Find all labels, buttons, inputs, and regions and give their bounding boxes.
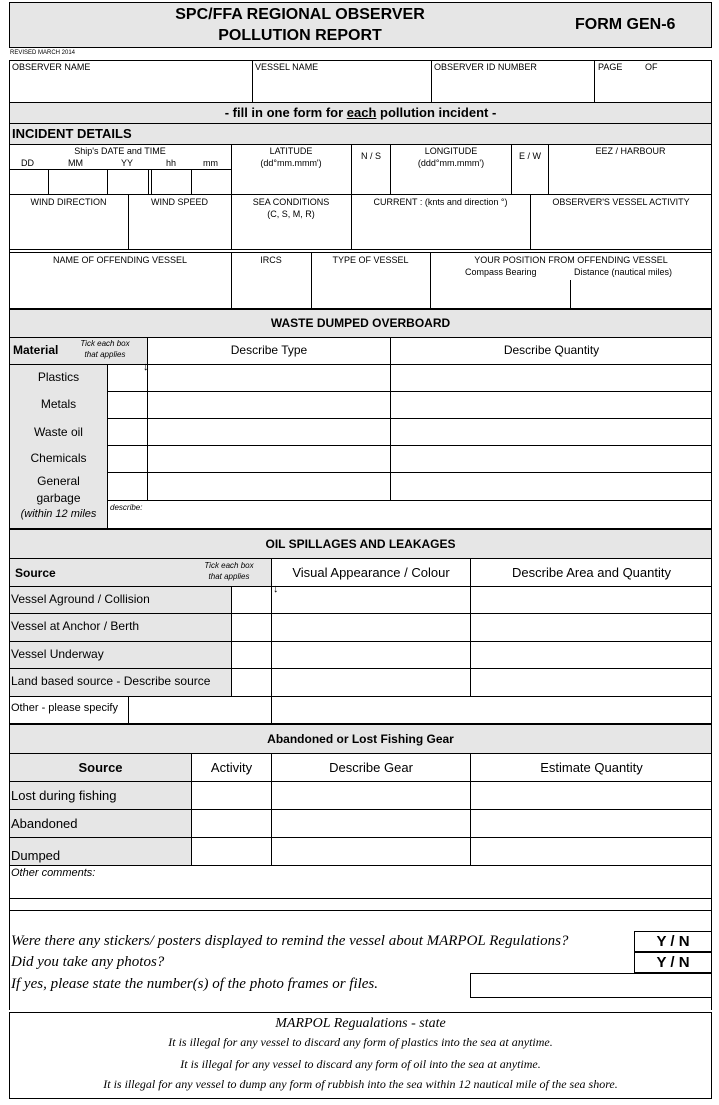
visual-appearance-header: Visual Appearance / Colour <box>292 565 450 580</box>
describe-quantity-header: Describe Quantity <box>503 343 600 357</box>
hh-label[interactable]: hh <box>166 158 177 168</box>
area-quantity-header: Describe Area and Quantity <box>512 565 671 580</box>
oil-row-underway: Vessel Underway <box>11 647 104 661</box>
oil-tick-hint-2: that applies <box>208 572 250 581</box>
marpol-line-rubbish: It is illegal for any vessel to dump any form of rubbish into the sea within 12 nautical mile of the sea shore. <box>103 1077 618 1091</box>
form-title-line2: POLLUTION REPORT <box>218 27 382 44</box>
photo-numbers-input[interactable] <box>470 973 712 998</box>
oil-tick-hint-1: Tick each box <box>204 561 254 570</box>
position-from-label: YOUR POSITION FROM OFFENDING VESSEL <box>474 255 668 265</box>
oil-row-land-based: Land based source - Describe source <box>11 674 211 688</box>
sea-conditions-label[interactable]: SEA CONDITIONS <box>252 197 330 207</box>
waste-row-general-3: (within 12 miles <box>20 508 97 520</box>
gear-title: Abandoned or Lost Fishing Gear <box>267 732 454 746</box>
gear-row-abandoned: Abandoned <box>11 816 78 831</box>
page-of-field[interactable]: OF <box>645 62 658 72</box>
yn-stickers[interactable]: Y / N <box>656 933 690 950</box>
longitude-format: (ddd°mm.mmm') <box>417 158 485 168</box>
oil-title: OIL SPILLAGES AND LEAKAGES <box>265 537 456 551</box>
vessel-name-field[interactable]: VESSEL NAME <box>255 62 319 72</box>
marpol-line-plastics: It is illegal for any vessel to discard any form of plastics into the sea at anytime. <box>168 1035 553 1049</box>
oil-row-anchor: Vessel at Anchor / Berth <box>11 619 140 633</box>
yn-photos[interactable]: Y / N <box>656 954 690 971</box>
gear-row-lost: Lost during fishing <box>11 788 117 803</box>
gear-row-dumped: Dumped <box>11 848 61 863</box>
revised-date: REVISED MARCH 2014 <box>10 50 76 56</box>
waste-row-metals: Metals <box>40 397 77 411</box>
eez-label[interactable]: EEZ / HARBOUR <box>595 146 666 156</box>
instruction-text: - fill in one form for each pollution incident - <box>224 105 497 120</box>
waste-describe-field[interactable]: describe: <box>110 503 143 512</box>
yy-label[interactable]: YY <box>121 158 134 168</box>
ships-datetime-label: Ship's DATE and TIME <box>74 146 166 156</box>
ircs-label[interactable]: IRCS <box>260 255 282 265</box>
down-arrow-icon: ↓ <box>143 361 149 373</box>
observer-name-field[interactable]: OBSERVER NAME <box>12 62 91 72</box>
waste-row-plastics: Plastics <box>37 370 80 384</box>
waste-row-general-2: garbage <box>36 491 81 505</box>
wind-speed-label[interactable]: WIND SPEED <box>150 197 208 207</box>
waste-tick-hint-1: Tick each box <box>80 339 130 348</box>
compass-bearing-label[interactable]: Compass Bearing <box>465 267 537 277</box>
waste-tick-hint-2: that applies <box>84 350 126 359</box>
page-field[interactable]: PAGE <box>598 62 623 72</box>
other-comments-field[interactable]: Other comments: <box>11 867 96 879</box>
oil-row-aground: Vessel Aground / Collision <box>11 592 150 606</box>
marpol-line-oil: It is illegal for any vessel to discard any form of oil into the sea at anytime. <box>180 1057 541 1071</box>
sea-conditions-format: (C, S, M, R) <box>267 209 315 219</box>
wind-direction-label[interactable]: WIND DIRECTION <box>30 197 107 207</box>
gear-source-header: Source <box>78 760 123 775</box>
waste-row-chemicals: Chemicals <box>30 451 87 465</box>
form-code: FORM GEN-6 <box>575 16 676 33</box>
offending-vessel-label[interactable]: NAME OF OFFENDING VESSEL <box>52 255 188 265</box>
observer-activity-label[interactable]: OBSERVER'S VESSEL ACTIVITY <box>552 197 690 207</box>
latitude-format: (dd°mm.mmm') <box>260 158 322 168</box>
material-header: Material <box>13 343 59 357</box>
waste-row-waste-oil: Waste oil <box>34 425 83 439</box>
oil-source-header: Source <box>15 566 56 580</box>
current-label[interactable]: CURRENT : (knts and direction °) <box>373 197 508 207</box>
waste-title: WASTE DUMPED OVERBOARD <box>270 316 451 330</box>
dd-label[interactable]: DD <box>21 158 34 168</box>
mm-label[interactable]: MM <box>68 158 83 168</box>
waste-row-general-1: General <box>37 474 80 488</box>
oil-row-other: Other - please specify <box>11 702 118 714</box>
vessel-type-label[interactable]: TYPE OF VESSEL <box>332 255 409 265</box>
marpol-title: MARPOL Regualations - state <box>275 1016 446 1031</box>
ns-label[interactable]: N / S <box>360 151 381 161</box>
describe-type-header: Describe Type <box>230 343 308 357</box>
distance-label[interactable]: Distance (nautical miles) <box>574 267 673 277</box>
form-title-line1: SPC/FFA REGIONAL OBSERVER <box>175 6 425 23</box>
latitude-label[interactable]: LATITUDE <box>269 146 313 156</box>
longitude-label[interactable]: LONGITUDE <box>424 146 478 156</box>
question-stickers: Were there any stickers/ posters displayed to remind the vessel about MARPOL Regulations? <box>11 933 569 949</box>
question-photo-numbers: If yes, please state the number(s) of the photo frames or files. <box>11 976 379 992</box>
describe-gear-header: Describe Gear <box>329 760 413 775</box>
question-photos: Did you take any photos? <box>11 954 165 970</box>
gear-activity-header: Activity <box>210 760 253 775</box>
ew-label[interactable]: E / W <box>519 151 541 161</box>
incident-title: INCIDENT DETAILS <box>12 126 132 141</box>
estimate-quantity-header: Estimate Quantity <box>540 760 643 775</box>
down-arrow-icon: ↓ <box>273 583 279 595</box>
min-label[interactable]: mm <box>203 158 218 168</box>
observer-id-field[interactable]: OBSERVER ID NUMBER <box>434 62 537 72</box>
